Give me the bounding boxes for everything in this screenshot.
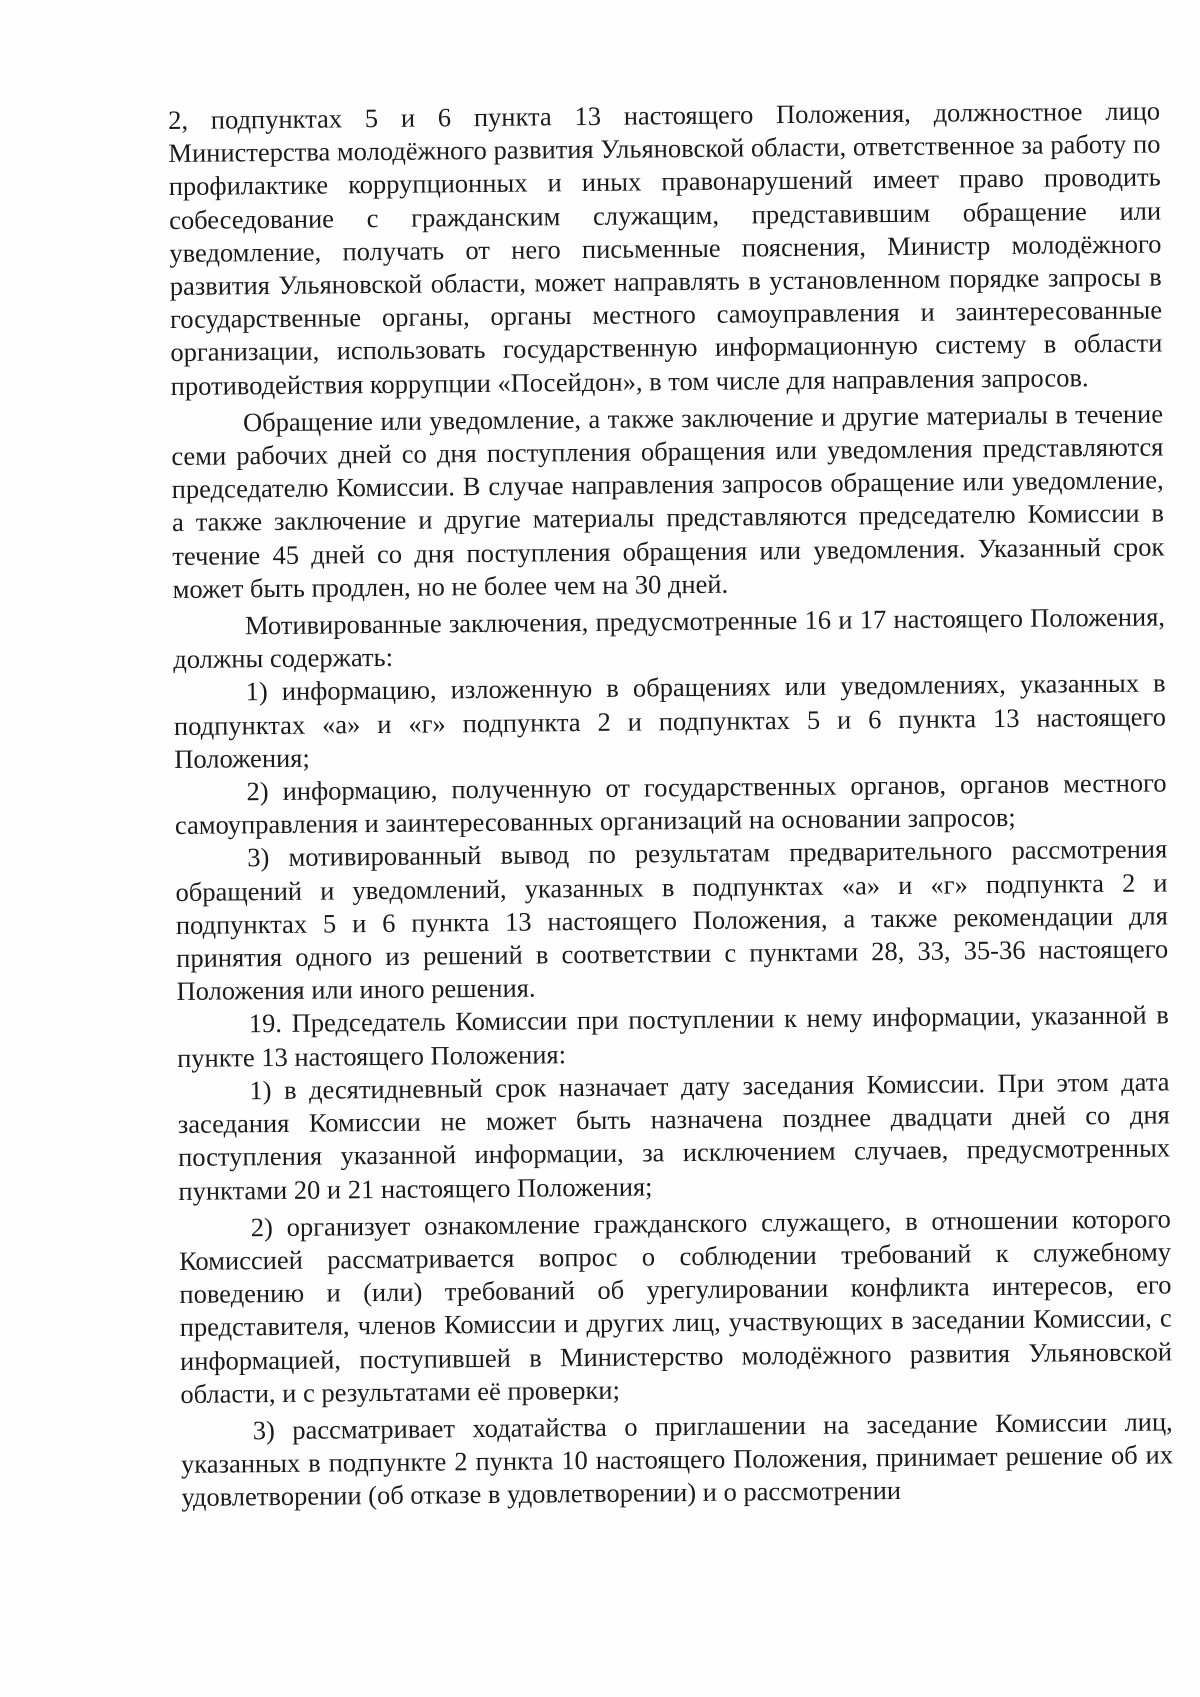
paragraph-continuation: 2, подпунктах 5 и 6 пункта 13 настоящего Положения, должностное лицо Министерства молодёжного развития Ульяновской области, ответственное за работу по профилактике коррупционных и иных правонарушений имеет право проводить собеседование с гражданским служащим, представившим обращение или уведомление, получать от него письменные пояснения, Министр молодёжного развития Ульяновской области, может направлять в установленном порядке запросы в государственные органы, органы местного самоуправления и заинтересованные организации, использовать государственную информационную систему в области противодействия коррупции «Посейдон», в том числе для направления запросов. [168, 95, 1163, 401]
list-item-3-reasoned-conclusion: 3) мотивированный вывод по результатам предварительного рассмотрения обращений и уведомлений, указанных в подпунктах «а» и «г» подпункта 2 и подпунктах 5 и 6 пункта 13 настоящего Положения, а также рекомендации для принятия одного из решений в соответствии с пунктами 28, 33, 35-36 настоящего Положения или иного решения. [175, 833, 1169, 1007]
paragraph-clause-19: 19. Председатель Комиссии при поступлении к нему информации, указанной в пункте 13 настоящего Положения: [177, 999, 1169, 1073]
list-item-1-information: 1) информацию, изложенную в обращениях или уведомлениях, указанных в подпунктах «а» и «г» подпункта 2 и подпунктах 5 и 6 пункта 13 настоящего Положения; [173, 667, 1167, 774]
list-item-19-1-meeting-date: 1) в десятидневный срок назначает дату заседания Комиссии. При этом дата заседания Комиссии не может быть назначена позднее двадцати дней со дня поступления указанной информации, за исключением случаев, предусмотренных пунктами 20 и 21 настоящего Положения; [177, 1066, 1171, 1206]
list-item-19-3-petitions: 3) рассматривает ходатайства о приглашении на заседание Комиссии лиц, указанных в подпункте 2 пункта 10 настоящего Положения, принимает решение об их удовлетворении (об отказе в удовлетворении) и о рассмотрении [180, 1406, 1174, 1513]
list-item-19-2-familiarization: 2) организует ознакомление гражданского служащего, в отношении которого Комиссией рассматривается вопрос о соблюдении требований к служебному поведению и (или) требований об урегулировании конфликта интересов, его представителя, членов Комиссии и других лиц, участвующих в заседании Комиссии, с информацией, поступившей в Министерство молодёжного развития Ульяновской области, и с результатами её проверки; [178, 1203, 1173, 1409]
paragraph-reasoned-conclusions: Мотивированные заключения, предусмотренные 16 и 17 настоящего Положения, должны содержать: [173, 601, 1166, 675]
document-body [168, 94, 1173, 1514]
list-item-2-received-information: 2) информацию, полученную от государственных органов, органов местного самоуправления и заинтересованных организаций на основании запросов; [174, 767, 1167, 841]
paragraph-submission-deadline: Обращение или уведомление, а также заключение и другие материалы в течение семи рабочих дней со дня поступления обращения или уведомления представляются председателю Комиссии. В случае направления запросов обращение или уведомление, а также заключение и другие материалы представляются председателю Комиссии в течение 45 дней со дня поступления обращения или уведомления. Указанный срок может быть продлен, но не более чем на 30 дней. [171, 398, 1165, 604]
